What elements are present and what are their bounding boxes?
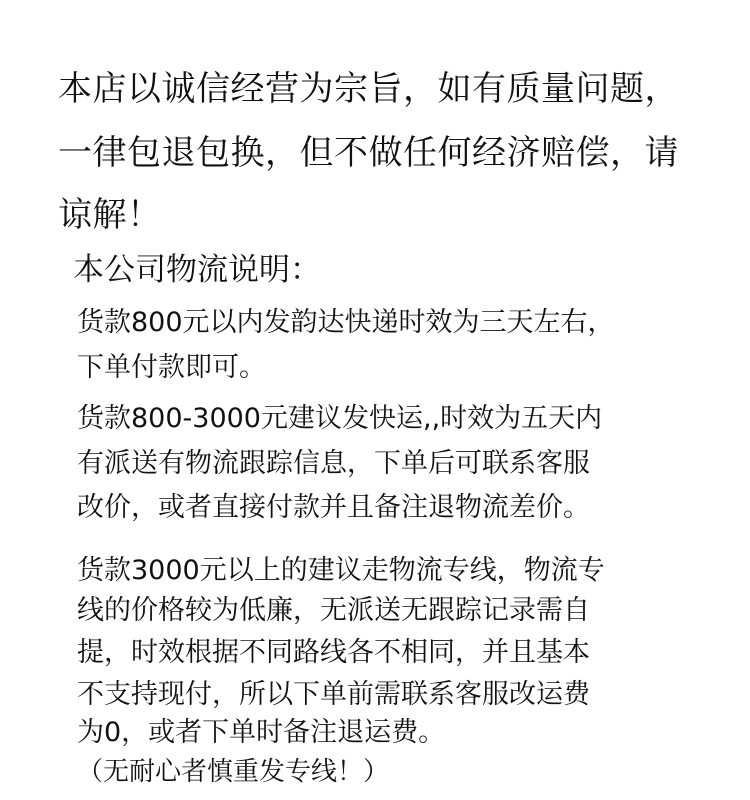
paragraph3-line-3: 提，时效根据不同路线各不相同，并且基本 bbox=[77, 637, 590, 668]
note-line: （无耐心者慎重发专线！） bbox=[77, 757, 390, 787]
paragraph1-line-2: 下单付款即可。 bbox=[77, 352, 266, 383]
paragraph3-line-5: 为0，或者下单时备注退运费。 bbox=[77, 717, 446, 748]
logistics-heading: 本公司物流说明： bbox=[73, 252, 321, 288]
paragraph2-line-1: 货款800-3000元建议发快运,,时效为五天内 bbox=[77, 403, 603, 434]
paragraph3-line-2: 线的价格较为低廉，无派送无跟踪记录需自 bbox=[77, 595, 590, 626]
paragraph3-line-1: 货款3000元以上的建议走物流专线，物流专 bbox=[77, 555, 605, 586]
intro-line-2: 一律包退包换，但不做任何经济赔偿，请 bbox=[58, 133, 679, 173]
paragraph3-line-4: 不支持现付，所以下单前需联系客服改运费 bbox=[77, 679, 590, 710]
paragraph2-line-3: 改价，或者直接付款并且备注退物流差价。 bbox=[77, 492, 590, 523]
intro-line-1: 本店以诚信经营为宗旨，如有质量问题， bbox=[58, 69, 679, 109]
intro-line-3: 谅解！ bbox=[58, 195, 162, 235]
paragraph1-line-1: 货款800元以内发韵达快递时效为三天左右， bbox=[77, 307, 615, 338]
paragraph2-line-2: 有派送有物流跟踪信息，下单后可联系客服 bbox=[77, 448, 590, 479]
